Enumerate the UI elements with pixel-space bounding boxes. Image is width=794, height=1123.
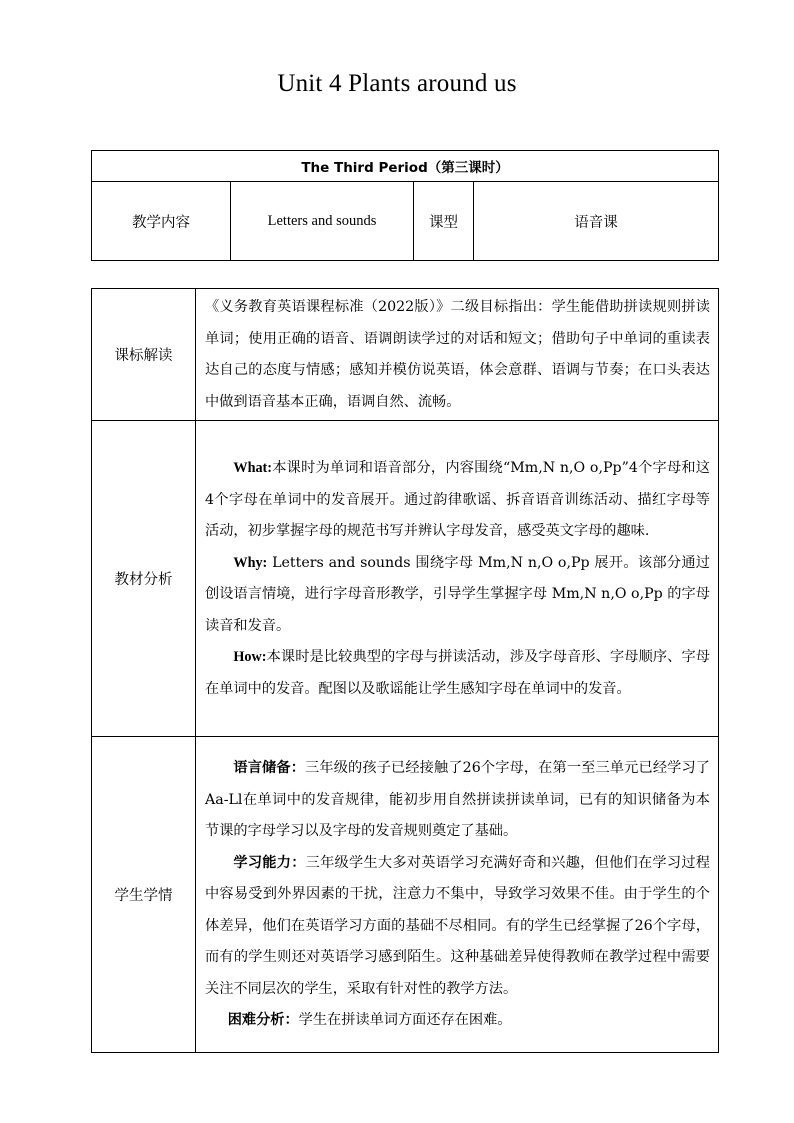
language-paragraph: [205, 753, 710, 848]
lesson-header-table: [91, 150, 719, 261]
why-text: Letters and sounds 围绕字母 Mm,N n,O o,Pp 展开。该部分通过创设语言情境，进行字母音形教学，引导学生掌握字母 Mm,N n,O o,Pp 的字母读音和发音。: [205, 554, 710, 634]
what-paragraph: [205, 453, 710, 548]
ability-text: 三年级学生大多对英语学习充满好奇和兴趣，但他们在学习过程中容易受到外界因素的干扰，注意力不集中，导致学习效果不佳。由于学生的个体差异，他们在英语学习方面的基础不尽相同。有的学生已经掌握了26个字母，而有的学生则还对英语学习感到陌生。这种基础差异使得教师在教学过程中需要关注不同层次的学生，采取有针对性的教学方法。: [205, 854, 710, 997]
period-title: The Third Period（第三课时）: [92, 151, 719, 182]
how-key: How:: [233, 649, 267, 665]
material-content: [196, 421, 719, 737]
difficulty-text: 学生在拼读单词方面还存在困难。: [298, 1012, 512, 1029]
content-value: Letters and sounds: [231, 182, 414, 261]
what-key: What:: [233, 460, 273, 476]
curriculum-label: 课标解读: [92, 289, 196, 421]
students-content: [196, 737, 719, 1053]
language-text: 三年级的孩子已经接触了26个字母，在第一至三单元已经学习了Aa-Ll在单词中的发音规律，能初步用自然拼读拼读单词，已有的知识储备为本节课的字母学习以及字母的发音规则奠定了基础。: [205, 760, 710, 840]
how-text: 本课时是比较典型的字母与拼读活动，涉及字母音形、字母顺序、字母在单词中的发音。配图以及歌谣能让学生感知字母在单词中的发音。: [205, 649, 710, 697]
type-value: 语音课: [474, 182, 719, 261]
students-label: 学生学情: [92, 737, 196, 1053]
material-label: 教材分析: [92, 421, 196, 737]
curriculum-content: [196, 289, 719, 421]
why-paragraph: [205, 548, 710, 643]
what-text: 本课时为单词和语音部分，内容围绕“Mm,N n,O o,Pp”4个字母和这4个字母在单词中的发音展开。通过韵律歌谣、拆音语音训练活动、描红字母等活动，初步掌握字母的规范书写并辨认字母发音，感受英文字母的趣味.: [205, 460, 710, 539]
type-label: 课型: [414, 182, 474, 261]
why-key: Why:: [233, 554, 268, 571]
how-paragraph: [205, 642, 710, 705]
content-label: 教学内容: [92, 182, 231, 261]
difficulty-key: 困难分析：: [227, 1012, 299, 1029]
ability-paragraph: [205, 848, 710, 1006]
language-key: 语言储备：: [233, 760, 306, 777]
page-title: Unit 4 Plants around us: [277, 70, 517, 97]
ability-key: 学习能力：: [233, 854, 306, 871]
difficulty-paragraph: [205, 1005, 710, 1037]
curriculum-text: 《义务教育英语课程标准（2022版）》二级目标指出：学生能借助拼读规则拼读单词；使用正确的语音、语调朗读学过的对话和短文；借助句子中单词的重读表达自己的态度与情感；感知并模仿说英语，体会意群、语调与节奏；在口头表达中做到语音基本正确，语调自然、流畅。: [205, 299, 710, 410]
analysis-table: [91, 288, 719, 1053]
